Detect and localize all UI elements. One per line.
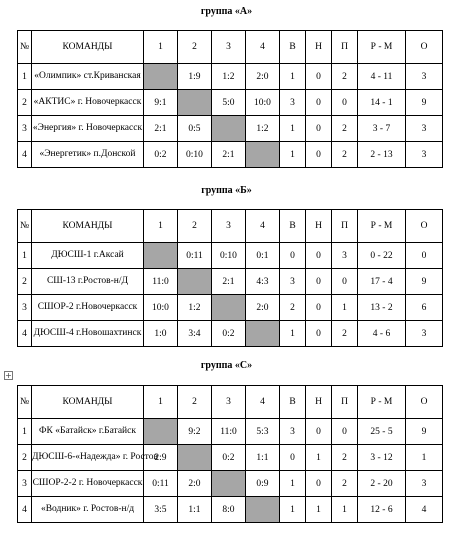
stat-cell: 3 — [406, 116, 443, 142]
column-header: 3 — [212, 386, 246, 419]
column-header: КОМАНДЫ — [32, 31, 144, 64]
stat-cell: 9 — [406, 419, 443, 445]
column-header: П — [332, 210, 358, 243]
table-row — [18, 295, 443, 321]
stat-cell: 2 — [332, 116, 358, 142]
stat-cell: 0 — [306, 142, 332, 168]
column-header: Н — [306, 210, 332, 243]
stat-cell: 1 — [280, 116, 306, 142]
score-cell: 2:1 — [212, 269, 246, 295]
stat-cell: 0 — [280, 243, 306, 269]
column-header: В — [280, 210, 306, 243]
score-cell: 1:1 — [246, 445, 280, 471]
self-match-cell — [178, 445, 212, 471]
column-header: № — [18, 386, 32, 419]
group-standings-table — [17, 209, 443, 347]
score-cell: 1:0 — [144, 321, 178, 347]
row-number: 4 — [18, 497, 32, 523]
stat-cell: 3 — [280, 269, 306, 295]
team-name: «Энергетик» п.Донской — [32, 142, 144, 168]
table-row — [18, 90, 443, 116]
self-match-cell — [178, 90, 212, 116]
stat-cell: 4 - 11 — [358, 64, 406, 90]
score-cell: 3:4 — [178, 321, 212, 347]
column-header: П — [332, 31, 358, 64]
row-number: 2 — [18, 445, 32, 471]
score-cell: 10:0 — [144, 295, 178, 321]
score-cell: 0:11 — [144, 471, 178, 497]
table-row — [18, 321, 443, 347]
column-header: КОМАНДЫ — [32, 386, 144, 419]
score-cell: 2:1 — [212, 142, 246, 168]
self-match-cell — [212, 116, 246, 142]
team-name: «Энергия» г. Новочеркасск — [32, 116, 144, 142]
row-number: 4 — [18, 142, 32, 168]
row-number: 1 — [18, 243, 32, 269]
score-cell: 1:2 — [212, 64, 246, 90]
table-row — [18, 243, 443, 269]
column-header: 4 — [246, 386, 280, 419]
stat-cell: 2 — [280, 295, 306, 321]
row-number: 1 — [18, 419, 32, 445]
self-match-cell — [212, 471, 246, 497]
column-header: В — [280, 31, 306, 64]
column-header: П — [332, 386, 358, 419]
team-name: СШ-13 г.Ростов-н/Д — [32, 269, 144, 295]
score-cell: 11:0 — [144, 269, 178, 295]
column-header: 2 — [178, 31, 212, 64]
self-match-cell — [246, 142, 280, 168]
group-title: группа «Б» — [201, 185, 252, 196]
stat-cell: 0 — [332, 269, 358, 295]
stat-cell: 3 — [280, 419, 306, 445]
stat-cell: 1 — [280, 471, 306, 497]
column-header: 2 — [178, 386, 212, 419]
table-row — [18, 445, 443, 471]
table-row — [18, 471, 443, 497]
score-cell: 0:10 — [178, 142, 212, 168]
column-header: О — [406, 386, 443, 419]
score-cell: 0:2 — [144, 142, 178, 168]
stat-cell: 0 — [306, 269, 332, 295]
table-row — [18, 269, 443, 295]
stat-cell: 1 — [280, 497, 306, 523]
stat-cell: 3 - 7 — [358, 116, 406, 142]
column-header: Р - М — [358, 31, 406, 64]
team-name: «Олимпик» ст.Криванская — [32, 64, 144, 90]
self-match-cell — [212, 295, 246, 321]
table-move-handle-icon[interactable]: + — [5, 371, 12, 380]
stat-cell: 1 — [280, 321, 306, 347]
column-header: 1 — [144, 386, 178, 419]
score-cell: 4:3 — [246, 269, 280, 295]
group-title: группа «С» — [200, 360, 253, 371]
column-header: О — [406, 31, 443, 64]
row-number: 1 — [18, 64, 32, 90]
team-name: «Водник» г. Ростов-н/д — [32, 497, 144, 523]
score-cell: 5:0 — [212, 90, 246, 116]
column-header: 1 — [144, 210, 178, 243]
column-header: Н — [306, 386, 332, 419]
column-header: Р - М — [358, 210, 406, 243]
score-cell: 0:2 — [212, 321, 246, 347]
stat-cell: 6 — [406, 295, 443, 321]
stat-cell: 0 — [306, 64, 332, 90]
column-header: № — [18, 210, 32, 243]
table-row — [18, 64, 443, 90]
score-cell: 2:1 — [144, 116, 178, 142]
stat-cell: 2 - 20 — [358, 471, 406, 497]
stat-cell: 3 — [280, 90, 306, 116]
stat-cell: 2 — [332, 321, 358, 347]
column-header: КОМАНДЫ — [32, 210, 144, 243]
stat-cell: 14 - 1 — [358, 90, 406, 116]
column-header: 3 — [212, 210, 246, 243]
row-number: 2 — [18, 90, 32, 116]
score-cell: 1:9 — [178, 64, 212, 90]
row-number: 3 — [18, 471, 32, 497]
stat-cell: 1 — [280, 64, 306, 90]
self-match-cell — [144, 64, 178, 90]
score-cell: 0:5 — [178, 116, 212, 142]
stat-cell: 9 — [406, 269, 443, 295]
stat-cell: 0 — [332, 90, 358, 116]
team-name: «АКТИС» г. Новочеркасск — [32, 90, 144, 116]
score-cell: 9:2 — [178, 419, 212, 445]
stat-cell: 0 — [306, 321, 332, 347]
team-name: СШОР-2-2 г. Новочеркасск — [32, 471, 144, 497]
stat-cell: 2 — [332, 445, 358, 471]
score-cell: 8:0 — [212, 497, 246, 523]
score-cell: 2:0 — [178, 471, 212, 497]
stat-cell: 0 — [306, 471, 332, 497]
self-match-cell — [246, 497, 280, 523]
team-name: ДЮСШ-6-«Надежда» г. Ростов — [32, 445, 144, 471]
table-row — [18, 497, 443, 523]
column-header: 3 — [212, 31, 246, 64]
stat-cell: 1 — [406, 445, 443, 471]
stat-cell: 0 — [306, 295, 332, 321]
score-cell: 0:2 — [212, 445, 246, 471]
table-row — [18, 142, 443, 168]
stat-cell: 2 — [332, 142, 358, 168]
stat-cell: 1 — [306, 497, 332, 523]
score-cell: 9:1 — [144, 90, 178, 116]
group-title: группа «А» — [200, 6, 253, 17]
self-match-cell — [144, 419, 178, 445]
stat-cell: 0 — [332, 419, 358, 445]
row-number: 3 — [18, 295, 32, 321]
score-cell: 0:11 — [178, 243, 212, 269]
self-match-cell — [246, 321, 280, 347]
team-name: СШОР-2 г.Новочеркасск — [32, 295, 144, 321]
stat-cell: 4 — [406, 497, 443, 523]
score-cell: 1:2 — [178, 295, 212, 321]
score-cell: 2:0 — [246, 295, 280, 321]
stat-cell: 1 — [306, 445, 332, 471]
score-cell: 5:3 — [246, 419, 280, 445]
table-header-row — [18, 31, 443, 64]
table-header-row — [18, 210, 443, 243]
self-match-cell — [178, 269, 212, 295]
stat-cell: 0 — [406, 243, 443, 269]
column-header: 4 — [246, 210, 280, 243]
stat-cell: 13 - 2 — [358, 295, 406, 321]
table-header-row — [18, 386, 443, 419]
team-name: ДЮСШ-4 г.Новошахтинск — [32, 321, 144, 347]
stat-cell: 1 — [280, 142, 306, 168]
stat-cell: 0 — [306, 90, 332, 116]
score-cell: 0:9 — [246, 471, 280, 497]
table-row — [18, 116, 443, 142]
stat-cell: 25 - 5 — [358, 419, 406, 445]
team-name: ФК «Батайск» г.Батайск — [32, 419, 144, 445]
score-cell: 0:1 — [246, 243, 280, 269]
stat-cell: 17 - 4 — [358, 269, 406, 295]
score-cell: 1:1 — [178, 497, 212, 523]
stat-cell: 0 - 22 — [358, 243, 406, 269]
stat-cell: 0 — [306, 419, 332, 445]
stat-cell: 3 - 12 — [358, 445, 406, 471]
score-cell: 2:0 — [246, 64, 280, 90]
column-header: 4 — [246, 31, 280, 64]
stat-cell: 3 — [406, 64, 443, 90]
score-cell: 3:5 — [144, 497, 178, 523]
score-cell: 0:10 — [212, 243, 246, 269]
score-cell: 2:9 — [144, 445, 178, 471]
self-match-cell — [144, 243, 178, 269]
stat-cell: 3 — [406, 471, 443, 497]
row-number: 2 — [18, 269, 32, 295]
stat-cell: 3 — [332, 243, 358, 269]
stat-cell: 4 - 6 — [358, 321, 406, 347]
stat-cell: 3 — [406, 142, 443, 168]
column-header: № — [18, 31, 32, 64]
column-header: Р - М — [358, 386, 406, 419]
stat-cell: 9 — [406, 90, 443, 116]
stat-cell: 3 — [406, 321, 443, 347]
stat-cell: 1 — [332, 295, 358, 321]
score-cell: 1:2 — [246, 116, 280, 142]
column-header: В — [280, 386, 306, 419]
score-cell: 11:0 — [212, 419, 246, 445]
group-standings-table — [17, 385, 443, 523]
stat-cell: 0 — [280, 445, 306, 471]
table-row — [18, 419, 443, 445]
column-header: О — [406, 210, 443, 243]
column-header: 1 — [144, 31, 178, 64]
row-number: 3 — [18, 116, 32, 142]
group-standings-table — [17, 30, 443, 168]
column-header: Н — [306, 31, 332, 64]
stat-cell: 0 — [306, 243, 332, 269]
stat-cell: 0 — [306, 116, 332, 142]
stat-cell: 2 - 13 — [358, 142, 406, 168]
row-number: 4 — [18, 321, 32, 347]
stat-cell: 2 — [332, 64, 358, 90]
stat-cell: 1 — [332, 497, 358, 523]
stat-cell: 2 — [332, 471, 358, 497]
team-name: ДЮСШ-1 г.Аксай — [32, 243, 144, 269]
score-cell: 10:0 — [246, 90, 280, 116]
column-header: 2 — [178, 210, 212, 243]
stat-cell: 12 - 6 — [358, 497, 406, 523]
